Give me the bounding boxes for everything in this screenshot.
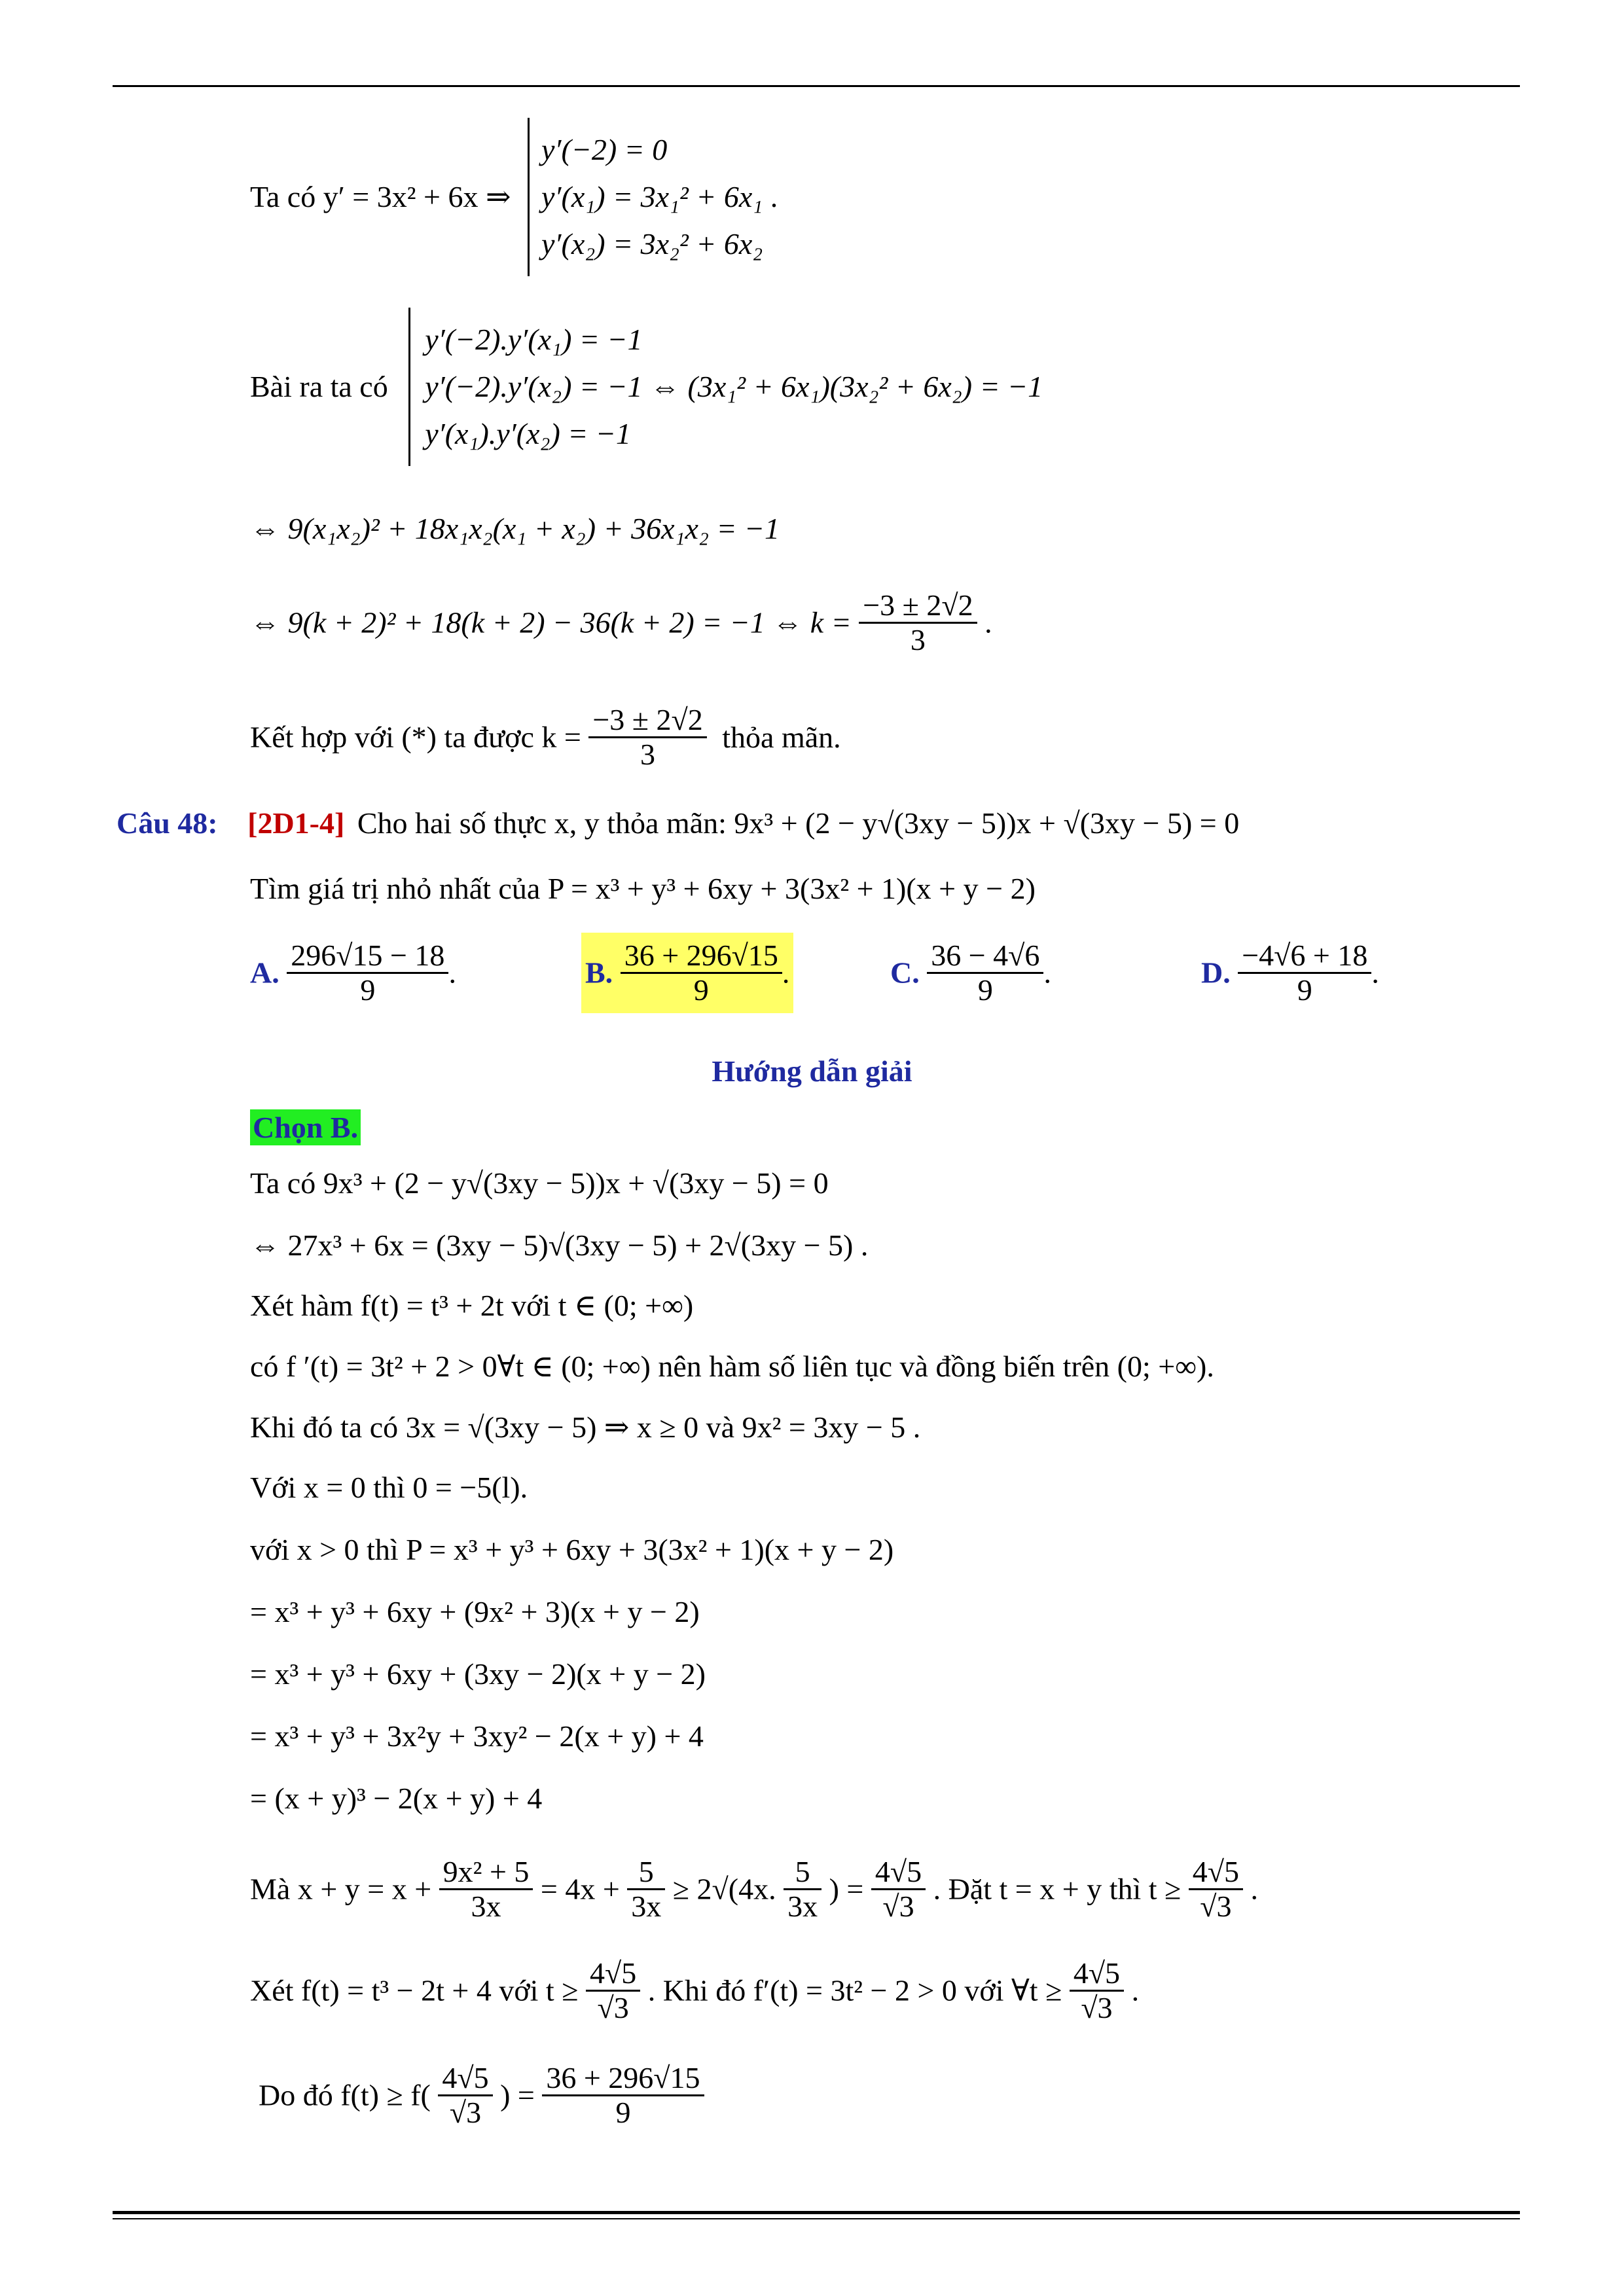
ma-fraction-3 (784, 1856, 821, 1923)
answer-b-fraction (621, 939, 782, 1007)
answer-c-fraction (927, 939, 1043, 1007)
xet-end: . (1131, 1973, 1140, 2007)
ket-hop-left: Kết hợp với (*) ta được k = (250, 720, 581, 754)
solution-line-7: với x > 0 thì P = x³ + y³ + 6xy + 3(3x² + 1)(x + y − 2) (250, 1533, 894, 1566)
ket-hop-fraction (588, 704, 706, 771)
ma-fraction-4-num: 4√5 (871, 1856, 926, 1890)
ma-fraction-2-num: 5 (627, 1856, 665, 1890)
answer-c-denominator: 9 (977, 973, 993, 1007)
ket-hop-numerator: −3 ± 2√2 (588, 704, 706, 738)
xet-fraction-2-num: 4√5 (1070, 1957, 1124, 1992)
ma-mid-1: = 4x + (540, 1872, 620, 1906)
ma-fraction-4-den: √3 (882, 1890, 914, 1923)
system-2-line (250, 308, 1043, 466)
ma-line (250, 1856, 1258, 1923)
ket-hop-right: thỏa mãn. (722, 720, 841, 754)
answer-a-denominator: 9 (360, 973, 376, 1007)
system-1-end: . (770, 180, 778, 213)
ket-hop-denominator: 3 (640, 738, 656, 771)
answer-d-label: D. (1201, 956, 1231, 990)
ma-fraction-5-den: √3 (1200, 1890, 1232, 1923)
do-do-fraction-1 (438, 2062, 492, 2129)
xet-fraction-1-den: √3 (597, 1991, 629, 2024)
system-2-eq-3: y′(x₁).y′(x₂) = −1 (425, 417, 631, 450)
ma-fraction-1 (439, 1856, 533, 1923)
xet-mid: . Khi đó f′(t) = 3t² − 2 > 0 với ∀t ≥ (647, 1973, 1062, 2007)
ket-hop-line (250, 704, 841, 771)
do-do-fraction-2-den: 9 (615, 2096, 631, 2129)
xet-fraction-2 (1070, 1957, 1124, 2024)
answer-b-dot: . (782, 956, 790, 990)
ma-fraction-3-num: 5 (784, 1856, 821, 1890)
solution-line-9: = x³ + y³ + 6xy + (3xy − 2)(x + y − 2) (250, 1657, 706, 1691)
footer-rule-thin (113, 2218, 1520, 2219)
solution-line-6: Với x = 0 thì 0 = −5(l). (250, 1471, 528, 1504)
xet-fraction-1-num: 4√5 (586, 1957, 640, 1992)
ma-fraction-5 (1189, 1856, 1243, 1923)
system-2-eq-1: y′(−2).y′(x₁) = −1 (425, 323, 643, 356)
solution-line-4: có f ′(t) = 3t² + 2 > 0∀t ∈ (0; +∞) nên hàm số liên tục và đồng biến trên (0; +∞). (250, 1350, 1214, 1383)
solution-line-11: = (x + y)³ − 2(x + y) + 4 (250, 1782, 543, 1815)
ma-end: . (1250, 1872, 1259, 1906)
chosen-answer (250, 1113, 361, 1143)
ma-mid-3: ) = (829, 1872, 864, 1906)
question-line-2: Tìm giá trị nhỏ nhất của P = x³ + y³ + 6xy + 3(3x² + 1)(x + y − 2) (250, 872, 1036, 905)
do-do-mid: ) = (500, 2078, 535, 2112)
answer-c-dot: . (1043, 956, 1051, 990)
solution-line-1: Ta có 9x³ + (2 − y√(3xy − 5))x + √(3xy − 5) = 0 (250, 1166, 829, 1200)
ma-fraction-3-den: 3x (787, 1890, 818, 1923)
solution-heading: Hướng dẫn giải (712, 1054, 912, 1088)
ma-fraction-4 (871, 1856, 926, 1923)
answer-a-dot: . (448, 956, 456, 990)
answer-c-label: C. (890, 956, 920, 990)
do-do-left: Do đó f(t) ≥ f( (259, 2078, 431, 2112)
equation-3: ⇔ 9(x₁x₂)² + 18x₁x₂(x₁ + x₂) + 36x₁x₂ = −1 (250, 512, 780, 545)
equation-4 (250, 589, 992, 656)
answer-a-numerator: 296√15 − 18 (287, 939, 448, 974)
system-2-eq-2: y′(−2).y′(x₂) = −1 ⇔ (3x₁² + 6x₁)(3x₂² + 6x₂) = −1 (425, 370, 1043, 403)
answer-b-denominator: 9 (693, 973, 709, 1007)
ma-right: . Đặt t = x + y thì t ≥ (933, 1872, 1182, 1906)
question-label: Câu 48: (117, 806, 218, 840)
answer-b-numerator: 36 + 296√15 (621, 939, 782, 974)
ma-fraction-2 (627, 1856, 665, 1923)
answer-d-denominator: 9 (1297, 973, 1312, 1007)
system-1-eq-3: y′(x₂) = 3x₂² + 6x₂ (541, 227, 763, 260)
xet-fraction-1 (586, 1957, 640, 2024)
equation-4-denominator: 3 (910, 623, 926, 656)
bai-ra-text: Bài ra ta có (250, 370, 388, 403)
equation-4-fraction (859, 589, 977, 656)
answer-d-fraction (1238, 939, 1371, 1007)
question-48 (117, 808, 1239, 838)
ma-left: Mà x + y = x + (250, 1872, 432, 1906)
solution-line-5: Khi đó ta có 3x = √(3xy − 5) ⇒ x ≥ 0 và 9x² = 3xy − 5 . (250, 1410, 921, 1444)
solution-line-2: ⇔ 27x³ + 6x = (3xy − 5)√(3xy − 5) + 2√(3xy − 5) . (250, 1229, 869, 1262)
answer-a (250, 939, 456, 1007)
ma-fraction-5-num: 4√5 (1189, 1856, 1243, 1890)
answer-c (890, 939, 1051, 1007)
system-1-line (250, 118, 778, 276)
system-2 (408, 308, 1043, 466)
system-1 (528, 118, 763, 276)
answer-a-label: A. (250, 956, 280, 990)
do-do-fraction-2 (542, 2062, 704, 2129)
solution-line-3: Xét hàm f(t) = t³ + 2t với t ∈ (0; +∞) (250, 1289, 694, 1322)
answer-a-fraction (287, 939, 448, 1007)
solution-line-10: = x³ + y³ + 3x²y + 3xy² − 2(x + y) + 4 (250, 1719, 704, 1753)
xet-left: Xét f(t) = t³ − 2t + 4 với t ≥ (250, 1973, 579, 2007)
ma-fraction-1-den: 3x (471, 1890, 501, 1923)
answer-d-numerator: −4√6 + 18 (1238, 939, 1371, 974)
equation-4-end: . (984, 605, 992, 639)
chosen-answer-text: Chọn B. (250, 1109, 361, 1145)
answer-b (581, 933, 793, 1013)
xet-line (250, 1957, 1139, 2024)
system-1-eq-2: y′(x₁) = 3x₁² + 6x₁ (541, 180, 763, 213)
header-rule (113, 85, 1520, 87)
equation-4-numerator: −3 ± 2√2 (859, 589, 977, 624)
do-do-line (259, 2062, 704, 2129)
equation-4-left: ⇔ 9(k + 2)² + 18(k + 2) − 36(k + 2) = −1 ⇔ k = (250, 605, 852, 639)
answer-d (1201, 939, 1379, 1007)
ma-fraction-2-den: 3x (631, 1890, 662, 1923)
answer-d-dot: . (1371, 956, 1379, 990)
answer-c-numerator: 36 − 4√6 (927, 939, 1043, 974)
do-do-fraction-2-num: 36 + 296√15 (542, 2062, 704, 2096)
footer-rule-thick (113, 2211, 1520, 2214)
question-text: Cho hai số thực x, y thỏa mãn: 9x³ + (2 − y√(3xy − 5))x + √(3xy − 5) = 0 (357, 806, 1240, 840)
system-1-eq-1: y′(−2) = 0 (541, 133, 668, 166)
do-do-fraction-1-num: 4√5 (438, 2062, 492, 2096)
question-code: [2D1-4] (247, 806, 345, 840)
xet-fraction-2-den: √3 (1081, 1991, 1113, 2024)
ta-co-text: Ta có y′ = 3x² + 6x ⇒ (250, 180, 511, 213)
ma-fraction-1-num: 9x² + 5 (439, 1856, 533, 1890)
ma-mid-2: ≥ 2√(4x. (672, 1872, 776, 1906)
solution-line-8: = x³ + y³ + 6xy + (9x² + 3)(x + y − 2) (250, 1595, 700, 1628)
do-do-fraction-1-den: √3 (449, 2096, 482, 2129)
answer-b-label: B. (585, 956, 613, 990)
